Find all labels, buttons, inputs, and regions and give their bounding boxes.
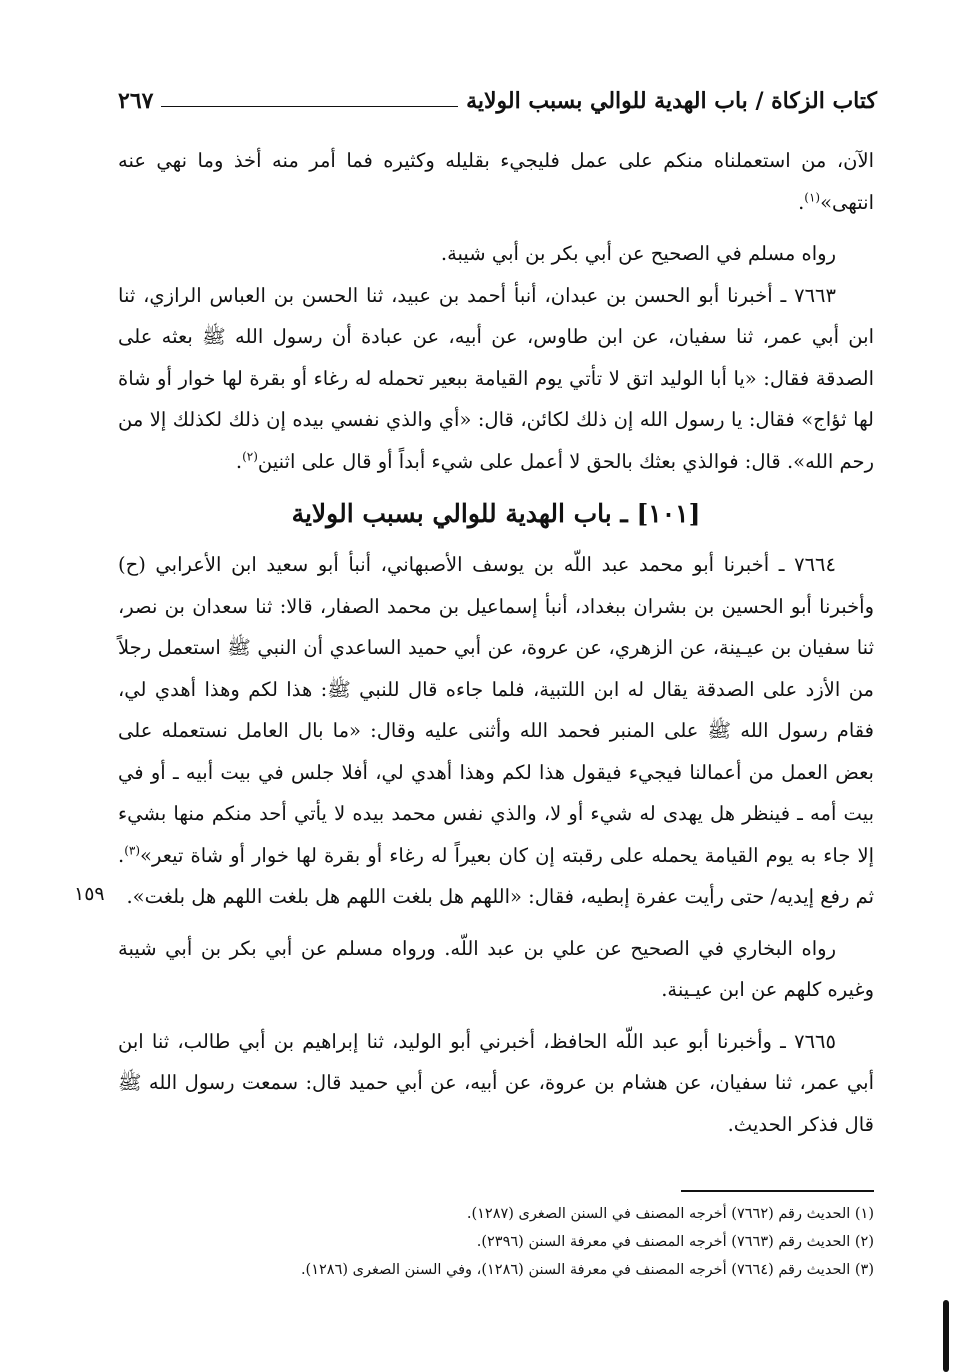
header-rule [161,106,458,107]
footnote-ref-2: (٢) [242,449,258,463]
spacer [118,1011,874,1021]
paragraph-text: ٧٦٦٤ ـ أخبرنا أبو محمد عبد اللّه بن يوسف الأصبهاني، أنبأ أبو سعيد ابن الأعرابي (ح) وأخبرنا أبو الحسين بن بشران ببغداد، أنبأ إسماعيل بن محمد الصفار، قالا: ثنا سعدان بن نصر، ثنا سفيان بن عيـينة، عن الزهري، عن عروة، عن أبي حميد الساعدي أن النبي ﷺ استعمل رجلاً من الأزد على الصدقة يقال له ابن اللتبية، فلما جاءه قال للنبي ﷺ: هذا لكم وهذا أهدي لي، فقام رسول الله ﷺ على المنبر فحمد الله وأثنى عليه وقال: «ما بال العامل نستعمله على بعض العمل من أعمالنا فيجيء فيقول هذا لكم وهذا أهدي لي، أفلا جلس في بيت أبيه ـ أو في بيت أمه ـ فينظر هل يهدى له شيء أو لا، والذي نفس محمد بيده لا يأتي أحد منكم منها بشيء إلا جاء به يوم القيامة يحمله على رقبته إن كان بعيراً له رغاء أو بقرة لها خوار أو شاة تيعر» [118,553,874,867]
hadith-7663 [118,275,874,483]
page-edge-mark [943,1300,949,1372]
spacer [118,918,874,928]
footnote-item: (٣) الحديث رقم (٧٦٦٤) أخرجه المصنف في معرفة السنن (١٢٨٦)، وفي السنن الصغرى (١٢٨٦). [300,1262,874,1278]
paragraph-end: . [235,449,243,473]
running-header-title: كتاب الزكاة / باب الهدية للوالي بسبب الولاية [466,88,877,114]
paragraph-attribution: رواه مسلم في الصحيح عن أبي بكر بن أبي شيبة. [440,242,836,265]
spacer [118,223,874,233]
paragraph-tail: . ثم رفع إيديه/ حتى رأيت عفرة إبطيه، فقال: «اللهم هل بلغت اللهم هل بلغت اللهم هل بلغت». [118,843,874,908]
paragraph-attribution: رواه البخاري في الصحيح عن علي بن عبد اللّه. ورواه مسلم عن أبي بكر بن أبي شيبة وغيره كلهم عن ابن عيـينة. [118,936,874,1001]
hadith-7664 [118,544,874,918]
running-header [118,80,877,114]
footnote-ref-1: (١) [804,190,821,204]
hadith-7665: ٧٦٦٥ ـ وأخبرنا أبو عبد اللّه الحافظ، أخبرني أبو الوليد، ثنا إبراهيم بن أبي طالب، ثنا ابن أبي عمر، ثنا سفيان، عن هشام بن عروة، عن أبيه، عن أبي حميد قال: سمعت رسول الله ﷺ قال فذكر الحديث. [118,1029,874,1136]
margin-page-reference: ١٥٩ [74,883,105,905]
section-title: [١٠١] ـ باب الهدية للوالي بسبب الولاية [291,499,701,528]
page-number: ٢٦٧ [118,88,154,114]
footnote-item: (٢) الحديث رقم (٧٦٦٣) أخرجه المصنف في معرفة السنن (٢٣٩٦). [476,1234,874,1250]
footnote-item: (١) الحديث رقم (٧٦٦٢) أخرجه المصنف في السنن الصغرى (١٢٨٧). [466,1206,874,1222]
paragraph-continuation [118,140,874,223]
paragraph-end: . [798,190,805,214]
paragraph-text: الآن، من استعملناه منكم على عمل فليجيء بقليله وكثيره فما أمر منه أخذ وما نهي عنه انتهى» [118,149,874,214]
footnotes [118,1200,874,1284]
main-text [118,140,874,1145]
footnote-rule [681,1190,874,1192]
footnote-ref-3: (٣) [124,843,141,857]
paragraph-text: ٧٦٦٣ ـ أخبرنا أبو الحسن بن عبدان، أنبأ أحمد بن عبيد، ثنا الحسن بن العباس الرازي، ثنا ابن أبي عمر، ثنا سفيان، عن ابن طاوس، عن أبيه، عن عبادة أن رسول الله ﷺ بعثه على الصدقة فقال: «يا أبا الوليد اتق لا تأتي يوم القيامة ببعير تحمله له رغاء أو بقرة لها خوار أو شاة لها ثؤاج» فقال: يا رسول الله إن ذلك لكائن، قال: «أي والذي نفسي بيده إن ذلك لكذلك إلا من رحم الله». قال: فوالذي بعثك بالحق لا أعمل على شيء أبداً أو قال على اثنين [118,283,874,473]
